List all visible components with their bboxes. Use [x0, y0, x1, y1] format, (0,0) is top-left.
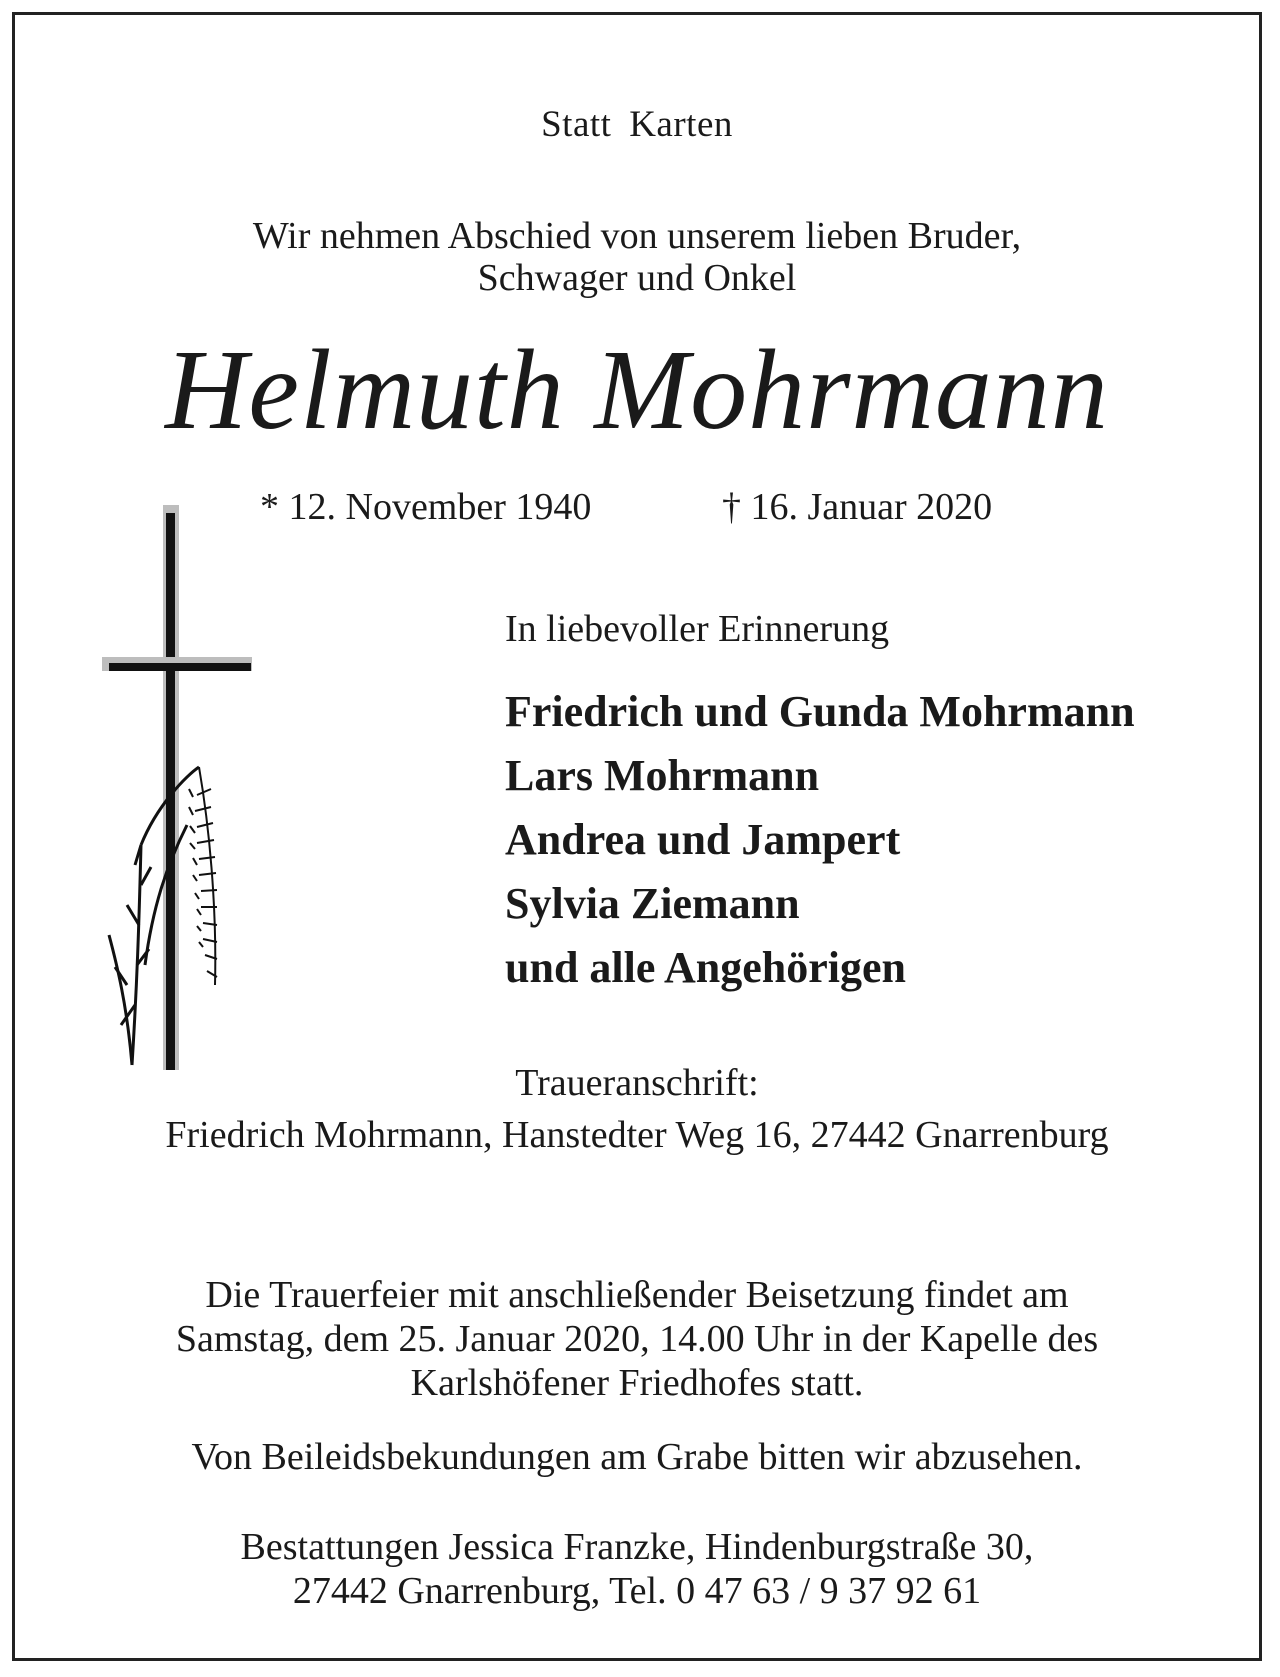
death-date: † 16. Januar 2020 — [722, 486, 993, 528]
intro-line-1: Wir nehmen Abschied von unserem lieben Bruder, — [252, 215, 1022, 257]
obituary-notice — [12, 12, 1262, 1661]
deceased-name: Helmuth Mohrmann — [165, 326, 1109, 453]
family-member: Andrea und Jampert — [505, 815, 901, 864]
ceremony-line-3: Karlshöfener Friedhofes statt. — [410, 1362, 864, 1404]
cross-with-wheat-icon — [97, 505, 257, 1080]
header-text: Statt Karten — [541, 104, 733, 145]
memory-text: In liebevoller Erinnerung — [505, 608, 890, 650]
undertaker-info — [15, 1525, 1259, 1613]
intro-text — [15, 215, 1259, 299]
undertaker-line-2: 27442 Gnarrenburg, Tel. 0 47 63 / 9 37 92 61 — [292, 1570, 982, 1612]
address-label: Traueranschrift: — [515, 1062, 759, 1104]
ceremony-info — [15, 1273, 1259, 1405]
family-member: Lars Mohrmann — [505, 751, 820, 800]
family-member: Friedrich und Gunda Mohrmann — [505, 687, 1135, 736]
family-member: Sylvia Ziemann — [505, 879, 800, 928]
family-member: und alle Angehörigen — [505, 943, 906, 992]
birth-date: * 12. November 1940 — [260, 486, 592, 528]
condolence-note: Von Beileidsbekundungen am Grabe bitten wir abzusehen. — [191, 1436, 1083, 1478]
mourning-address: Friedrich Mohrmann, Hanstedter Weg 16, 27442 Gnarrenburg — [165, 1114, 1109, 1156]
family-list — [505, 680, 1135, 1000]
ceremony-line-1: Die Trauerfeier mit anschließender Beisetzung findet am — [205, 1274, 1069, 1316]
undertaker-line-1: Bestattungen Jessica Franzke, Hindenburgstraße 30, — [240, 1526, 1034, 1568]
ceremony-line-2: Samstag, dem 25. Januar 2020, 14.00 Uhr in der Kapelle des — [175, 1318, 1099, 1360]
intro-line-2: Schwager und Onkel — [477, 257, 797, 299]
